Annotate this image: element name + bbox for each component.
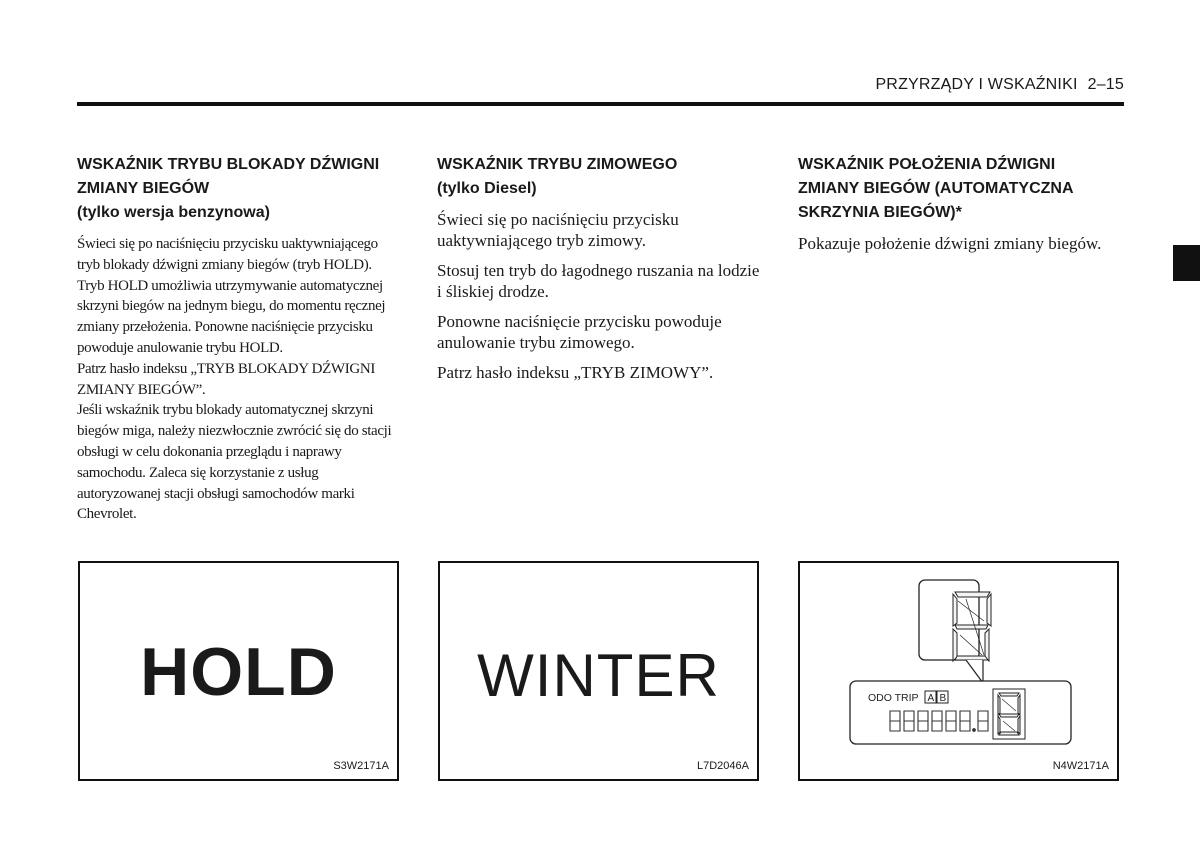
paragraph: Patrz hasło indeksu „TRYB ZIMOWY”. bbox=[437, 363, 714, 382]
hold-section-body bbox=[77, 234, 402, 525]
paragraph: Świeci się po naciśnięciu przycisku uaktywniającego tryb blokady dźwigni zmiany biegów (tryb HOLD). Tryb HOLD umożliwia utrzymywanie automatycznej skrzyni biegów na jednym biegu, do momentu ręcznej zmiany przełożenia. Ponowne naciśnięcie przycisku powoduje anulowanie trybu HOLD. bbox=[77, 236, 386, 356]
gear-section-heading bbox=[798, 153, 1128, 225]
winter-indicator-figure bbox=[438, 561, 759, 781]
paragraph: Świeci się po naciśnięciu przycisku uaktywniającego tryb zimowy. bbox=[437, 210, 679, 250]
chapter-tab-marker bbox=[1173, 245, 1200, 281]
trip-a-letter: A bbox=[927, 693, 935, 704]
gear-section-body bbox=[798, 233, 1128, 254]
figure-code: L7D2046A bbox=[697, 760, 749, 772]
trip-b-letter: B bbox=[939, 693, 947, 704]
hold-section-heading bbox=[77, 153, 402, 225]
heading-line: WSKAŹNIK POŁOŻENIA DŹWIGNI bbox=[798, 156, 1056, 173]
heading-line: (tylko wersja benzynowa) bbox=[77, 204, 270, 221]
heading-line: ZMIANY BIEGÓW bbox=[77, 180, 210, 197]
winter-indicator-section bbox=[437, 153, 767, 392]
odo-trip-label: ODO TRIP bbox=[868, 692, 919, 704]
heading-line: WSKAŹNIK TRYBU ZIMOWEGO bbox=[437, 156, 678, 173]
paragraph: Jeśli wskaźnik trybu blokady automatycznej skrzyni biegów miga, należy niezwłocznie zwrócić się do stacji obsługi w celu dokonania przeglądu i naprawy samochodu. Zaleca się korzystanie z usług autoryzowanej stacji obsługi samochodów marki Chevrolet. bbox=[77, 402, 392, 523]
paragraph: Stosuj ten tryb do łagodnego ruszania na lodzie i śliskiej drodze. bbox=[437, 261, 760, 301]
page-number: 2–15 bbox=[1087, 76, 1124, 93]
heading-line: SKRZYNIA BIEGÓW)* bbox=[798, 204, 962, 221]
gear-position-figure bbox=[798, 561, 1119, 781]
hold-indicator-section bbox=[77, 153, 402, 525]
gear-digit-small bbox=[993, 689, 1025, 739]
heading-line: WSKAŹNIK TRYBU BLOKADY DŹWIGNI bbox=[77, 156, 380, 173]
paragraph: Pokazuje położenie dźwigni zmiany biegów. bbox=[798, 234, 1102, 253]
hold-indicator-text: HOLD bbox=[140, 634, 337, 710]
figure-code: N4W2171A bbox=[1052, 760, 1109, 772]
paragraph: Ponowne naciśnięcie przycisku powoduje anulowanie trybu zimowego. bbox=[437, 312, 722, 352]
heading-line: ZMIANY BIEGÓW (AUTOMATYCZNA bbox=[798, 180, 1074, 197]
winter-indicator-text: WINTER bbox=[477, 642, 720, 709]
figure-code: S3W2171A bbox=[333, 760, 389, 772]
header-rule bbox=[77, 102, 1124, 106]
paragraph: Patrz hasło indeksu „TRYB BLOKADY DŹWIGNI ZMIANY BIEGÓW”. bbox=[77, 360, 375, 398]
winter-section-heading bbox=[437, 153, 767, 201]
heading-line: (tylko Diesel) bbox=[437, 180, 537, 197]
odometer-display-illustration bbox=[800, 563, 1117, 779]
hold-indicator-figure bbox=[78, 561, 399, 781]
winter-section-body bbox=[437, 209, 767, 383]
page-header bbox=[875, 76, 1124, 94]
section-title: PRZYRZĄDY I WSKAŹNIKI bbox=[875, 76, 1078, 93]
gear-position-section bbox=[798, 153, 1128, 263]
callout-pointer bbox=[966, 660, 983, 683]
